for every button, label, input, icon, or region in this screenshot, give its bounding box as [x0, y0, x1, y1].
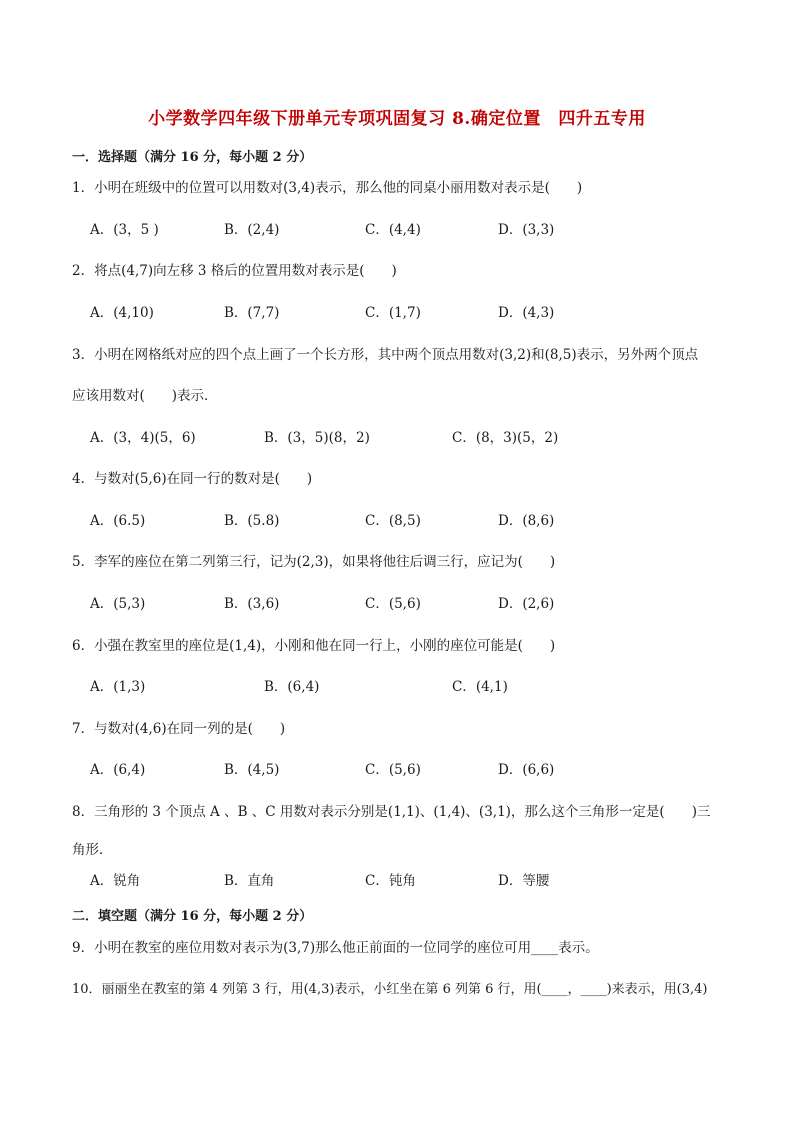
option-b: B．(6,4)	[264, 679, 320, 695]
option-b: B．直角	[224, 873, 275, 889]
option-c: C．(8,5)	[365, 513, 421, 529]
option-d: D．等腰	[498, 873, 550, 889]
question-5-options	[90, 594, 730, 614]
option-c: C．(5,6)	[365, 596, 421, 612]
option-a: A．(3，4)(5，6)	[90, 430, 196, 446]
option-d: D．(8,6)	[498, 513, 555, 529]
question-6: 6．小强在教室里的座位是(1,4)，小刚和他在同一行上，小刚的座位可能是( )	[72, 638, 556, 654]
question-3-options	[90, 428, 730, 448]
question-7: 7．与数对(4,6)在同一列的是( )	[72, 721, 286, 737]
option-a: A．(3，5 )	[90, 222, 159, 238]
question-1: 1．小明在班级中的位置可以用数对(3,4)表示，那么他的同桌小丽用数对表示是( )	[72, 180, 583, 196]
option-b: B．(4,5)	[224, 762, 280, 778]
option-b: B．(2,4)	[224, 222, 280, 238]
question-7-options	[90, 760, 730, 780]
question-10: 10．丽丽坐在教室的第 4 列第 3 行，用(4,3)表示，小红坐在第 6 列第 6 行，用(____，____)来表示，用(3,4)	[72, 982, 708, 997]
question-8-options	[90, 871, 730, 891]
question-5: 5．李军的座位在第二列第三行，记为(2,3)，如果将他往后调三行，应记为( )	[72, 554, 556, 570]
option-b: B．(3，5)(8，2)	[264, 430, 370, 446]
page-title: 小学数学四年级下册单元专项巩固复习 8.确定位置 四升五专用	[148, 109, 646, 129]
option-c: C．钝角	[365, 873, 416, 889]
option-a: A．(5,3)	[90, 596, 146, 612]
option-c: C．(5,6)	[365, 762, 421, 778]
question-4: 4．与数对(5,6)在同一行的数对是( )	[72, 471, 313, 487]
option-b: B．(5.8)	[224, 513, 280, 529]
option-d: D．(2,6)	[498, 596, 555, 612]
section-heading-choice: 一．选择题（满分 16 分，每小题 2 分）	[72, 150, 313, 165]
question-3-continued: 应该用数对( )表示．	[72, 388, 218, 404]
option-c: C．(1,7)	[365, 305, 421, 321]
question-2-options	[90, 303, 730, 323]
question-9: 9．小明在教室的座位用数对表示为(3,7)那么他正前面的一位同学的座位可用____表示。	[72, 940, 599, 956]
question-4-options	[90, 511, 730, 531]
option-a: A．(4,10)	[90, 305, 154, 321]
option-d: D．(3,3)	[498, 222, 555, 238]
option-a: A．(6.5)	[90, 513, 146, 529]
option-c: C．(4,4)	[365, 222, 421, 238]
option-d: D．(6,6)	[498, 762, 555, 778]
option-c: C．(8，3)(5，2)	[452, 430, 559, 446]
question-2: 2．将点(4,7)向左移 3 格后的位置用数对表示是( )	[72, 263, 397, 279]
option-c: C．(4,1)	[452, 679, 508, 695]
question-1-options	[90, 220, 730, 240]
question-6-options	[90, 677, 730, 697]
option-d: D．(4,3)	[498, 305, 555, 321]
question-8: 8．三角形的 3 个顶点 A 、B 、C 用数对表示分别是(1,1)、(1,4)、(3,1)，那么这个三角形一定是( )三	[72, 804, 711, 820]
option-b: B．(3,6)	[224, 596, 280, 612]
section-heading-fill: 二．填空题（满分 16 分，每小题 2 分）	[72, 909, 313, 924]
option-a: A．锐角	[90, 873, 141, 889]
question-8-continued: 角形．	[72, 842, 113, 858]
question-3: 3．小明在网格纸对应的四个点上画了一个长方形，其中两个顶点用数对(3,2)和(8,5)表示，另外两个顶点	[72, 347, 699, 363]
option-a: A．(6,4)	[90, 762, 146, 778]
option-a: A．(1,3)	[90, 679, 146, 695]
option-b: B．(7,7)	[224, 305, 280, 321]
